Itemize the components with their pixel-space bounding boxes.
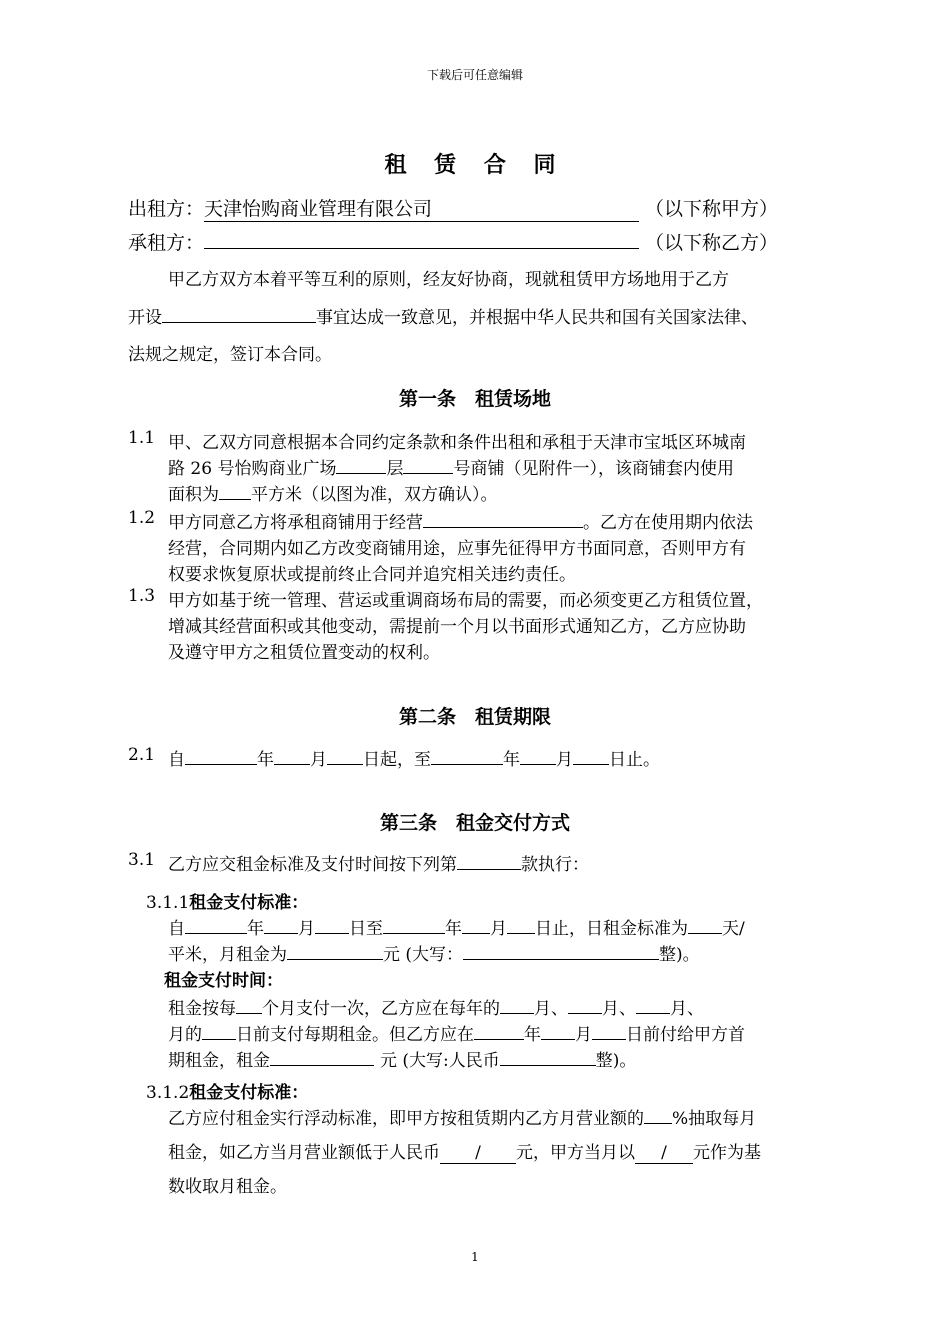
clause-text: 日止，日租金标准为 — [535, 919, 688, 939]
clause-3-1-2-title: 租金支付标准： — [189, 1083, 309, 1103]
clause-1-3-line-3: 及遵守甲方之租赁位置变动的权利。 — [168, 643, 440, 663]
clause-text: 平米，月租金为 — [168, 945, 287, 965]
clause-3-1-1-heading — [146, 888, 308, 913]
clause-1-1-line-2 — [168, 454, 734, 479]
lessor-line — [128, 194, 778, 222]
lessee-suffix: （以下称乙方） — [645, 232, 779, 254]
end-month-blank — [520, 748, 556, 765]
clause-1-1-line-3 — [168, 480, 498, 505]
blank — [185, 917, 247, 934]
clause-3-1-1-number: 3.1.1 — [146, 893, 190, 913]
clause-text: 日止。 — [609, 750, 660, 770]
end-day-blank — [573, 748, 609, 765]
clause-3-1-1-line-5 — [168, 1046, 636, 1071]
clause-text: 层 — [386, 459, 404, 479]
blank — [315, 917, 349, 934]
amount-words-blank — [463, 943, 659, 960]
clause-3-1-1-title: 租金支付标准： — [189, 893, 309, 913]
intro-line-3: 法规之规定，签订本合同。 — [128, 345, 332, 365]
clause-3-1-1-line-1 — [168, 914, 745, 939]
clause-1-1-line-1: 甲、乙双方同意根据本合同约定条款和条件出租和承租于天津市宝坻区环城南 — [168, 433, 746, 453]
daily-rate-blank — [688, 917, 722, 934]
clause-text: 日至 — [349, 919, 383, 939]
floor-blank — [336, 457, 386, 474]
clause-3-1-2-line-1 — [168, 1104, 756, 1129]
article1-heading: 第一条 租赁场地 — [398, 388, 551, 410]
lessee-line — [128, 228, 778, 255]
shop-number-blank — [403, 457, 453, 474]
intro-line-1: 甲乙方双方本着平等互利的原则，经友好协商，现就租赁甲方场地用于乙方 — [168, 270, 729, 290]
clause-text: 。乙方在使用期内依法 — [583, 513, 753, 533]
area-blank — [219, 483, 251, 500]
clause-text: 自 — [168, 919, 185, 939]
header-note: 下载后可任意编辑 — [426, 68, 523, 82]
blank — [541, 1023, 575, 1040]
clause-text: 号商铺（见附件一），该商铺套内使用 — [453, 459, 734, 479]
blank — [568, 997, 602, 1014]
clause-text: 自 — [168, 750, 185, 770]
start-month-blank — [274, 748, 310, 765]
clause-text: 乙方应付租金实行浮动标准，即甲方按租赁期内乙方月营业额的 — [168, 1109, 644, 1129]
clause-text: 年 — [524, 1025, 541, 1045]
start-day-blank — [327, 748, 363, 765]
clause-2-1-number: 2.1 — [128, 745, 156, 765]
clause-3-1-1-line-2 — [168, 940, 700, 965]
option-blank — [457, 853, 521, 870]
clause-text: 年 — [257, 750, 274, 770]
clause-text: 年 — [503, 750, 520, 770]
clause-text: 元 (大写:人民币 — [380, 1051, 500, 1071]
clause-text: 月 — [310, 750, 327, 770]
clause-text: 租金按每 — [168, 999, 236, 1019]
business-blank — [162, 306, 316, 323]
article3-heading: 第三条 租金交付方式 — [379, 812, 570, 834]
clause-3-1-line — [168, 850, 589, 875]
percent-blank — [644, 1107, 672, 1124]
business-scope-blank — [423, 511, 583, 528]
clause-text: 租金，如乙方当月营业额低于人民币 — [168, 1143, 440, 1163]
blank — [474, 1023, 524, 1040]
clause-text: 月 — [556, 750, 573, 770]
clause-1-2-number: 1.2 — [128, 508, 156, 528]
clause-3-1-1-line-3 — [168, 994, 704, 1019]
document-title: 租 赁 合 同 — [384, 152, 566, 178]
clause-1-3-number: 1.3 — [128, 586, 156, 606]
clause-3-1-number: 3.1 — [128, 850, 156, 870]
clause-text: 月、 — [534, 999, 568, 1019]
clause-text: 款执行： — [521, 855, 589, 875]
monthly-rent-blank — [287, 943, 383, 960]
clause-text: 整)。 — [595, 1051, 637, 1071]
clause-3-1-2-heading — [146, 1078, 308, 1103]
clause-1-2-line-3: 权要求恢复原状或提前终止合同并追究相关违约责任。 — [168, 565, 576, 585]
payment-time-title: 租金支付时间： — [164, 971, 283, 991]
clause-3-1-2-line-2 — [168, 1138, 761, 1164]
blank — [500, 997, 534, 1014]
first-rent-blank — [270, 1049, 374, 1066]
lessor-name: 天津怡购商业管理有限公司 — [204, 194, 639, 222]
intro-text: 事宜达成一致意见，并根据中华人民共和国有关国家法律、 — [316, 308, 758, 328]
clause-text: 平方米（以图为准，双方确认）。 — [251, 485, 498, 505]
clause-text: %抽取每月 — [672, 1109, 757, 1129]
clause-text: 年 — [247, 919, 264, 939]
min-revenue-blank: / — [440, 1143, 516, 1164]
clause-3-1-2-number: 3.1.2 — [146, 1083, 190, 1103]
blank — [383, 917, 445, 934]
clause-text: 整)。 — [659, 945, 700, 965]
clause-1-1-number: 1.1 — [128, 428, 156, 448]
clause-text: 日前支付每期租金。但乙方应在 — [236, 1025, 474, 1045]
clause-1-3-line-2: 增减其经营面积或其他变动，需提前一个月以书面形式通知乙方，乙方应协助 — [168, 617, 746, 637]
intro-line-2 — [128, 303, 758, 328]
blank — [507, 917, 535, 934]
clause-text: 元作为基 — [693, 1143, 761, 1163]
base-rent-blank: / — [635, 1143, 693, 1164]
article2-heading: 第二条 租赁期限 — [398, 706, 551, 728]
clause-text: 期租金，租金 — [168, 1051, 270, 1071]
clause-1-3-line-1: 甲方如基于统一管理、营运或重调商场布局的需要，而必须变更乙方租赁位置， — [168, 591, 763, 611]
clause-text: 路 26 号怡购商业广场 — [168, 459, 337, 479]
blank — [636, 997, 670, 1014]
first-rent-words-blank — [500, 1049, 596, 1066]
blank — [202, 1023, 236, 1040]
lessor-suffix: （以下称甲方） — [645, 198, 779, 220]
page-number: 1 — [471, 1250, 479, 1264]
clause-text: 月、 — [670, 999, 704, 1019]
blank — [462, 917, 490, 934]
clause-text: 月 — [490, 919, 507, 939]
clause-2-1-line — [168, 745, 660, 770]
clause-text: 个月支付一次，乙方应在每年的 — [262, 999, 500, 1019]
clause-text: 乙方应交租金标准及支付时间按下列第 — [168, 855, 457, 875]
clause-text: 月 — [575, 1025, 592, 1045]
clause-text: 月 — [298, 919, 315, 939]
clause-text: 日前付给甲方首 — [626, 1025, 745, 1045]
end-year-blank — [431, 748, 503, 765]
blank — [236, 997, 262, 1014]
intro-text: 开设 — [128, 308, 162, 328]
clause-text: 年 — [445, 919, 462, 939]
lessee-name-blank — [204, 230, 639, 249]
clause-text: 月的 — [168, 1025, 202, 1045]
clause-text: 日起，至 — [363, 750, 431, 770]
lessee-label: 承租方： — [128, 232, 205, 254]
clause-3-1-1-line-4 — [168, 1020, 745, 1045]
clause-text: 元 (大写： — [383, 945, 464, 965]
clause-text: 天/ — [722, 919, 745, 939]
blank — [264, 917, 298, 934]
clause-1-2-line-1 — [168, 508, 753, 533]
start-year-blank — [185, 748, 257, 765]
clause-text: 月、 — [602, 999, 636, 1019]
clause-text: 甲方同意乙方将承租商铺用于经营 — [168, 513, 423, 533]
clause-1-2-line-2: 经营，合同期内如乙方改变商铺用途，应事先征得甲方书面同意，否则甲方有 — [168, 539, 746, 559]
lessor-label: 出租方： — [128, 198, 205, 220]
clause-text: 面积为 — [168, 485, 219, 505]
clause-text: 元，甲方当月以 — [516, 1143, 635, 1163]
blank — [592, 1023, 626, 1040]
clause-3-1-2-line-3: 数收取月租金。 — [168, 1177, 287, 1197]
